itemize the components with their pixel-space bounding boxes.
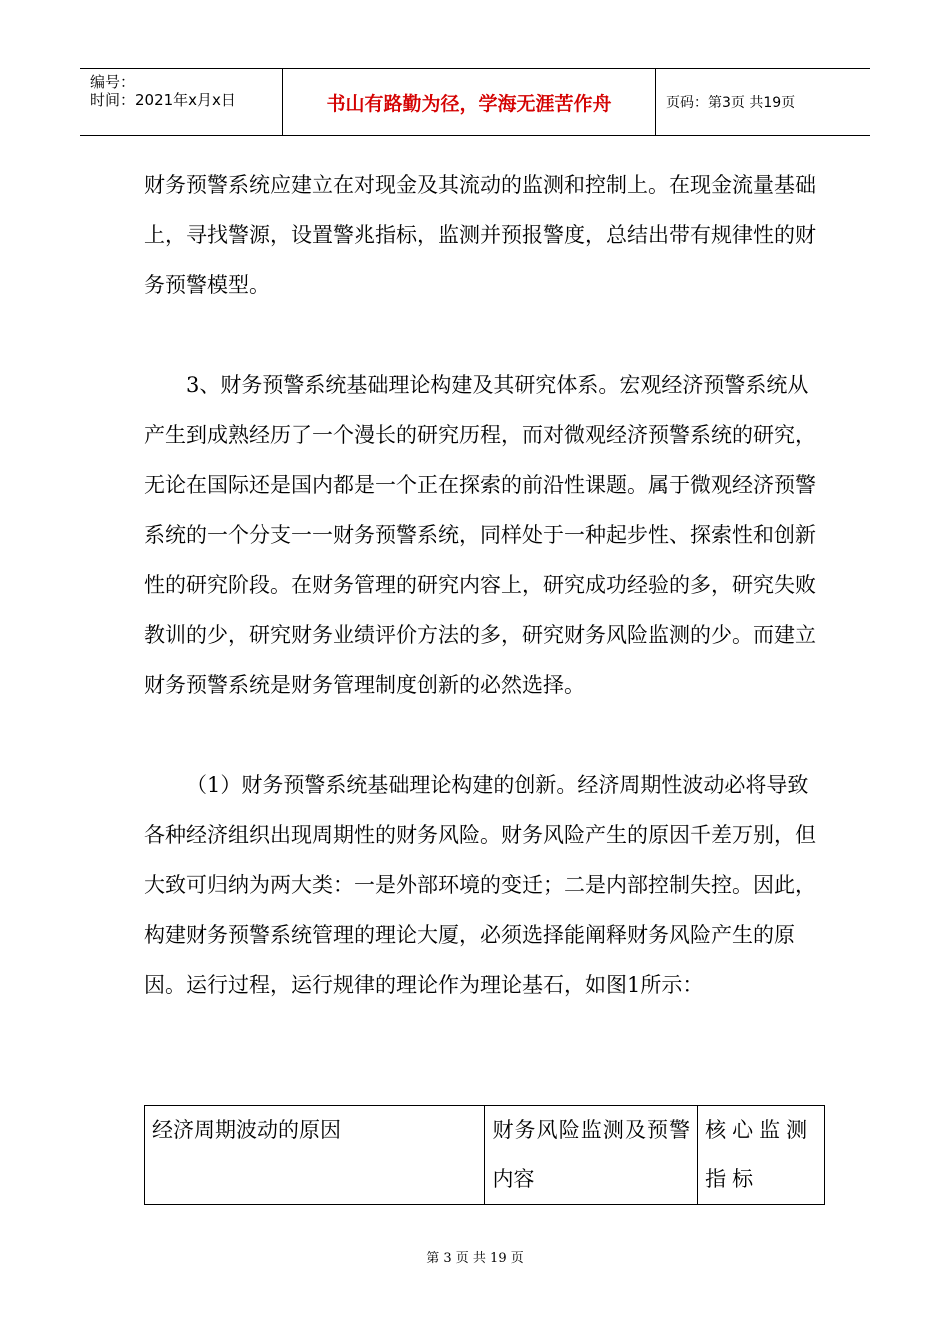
table-cell-monitoring: 财务风险监测及预警内容 xyxy=(485,1106,698,1205)
page-footer: 第 3 页 共 19 页 xyxy=(426,1251,524,1266)
header-motto: 书山有路勤为径，学海无涯苦作舟 xyxy=(283,69,656,135)
number-label: 编号： xyxy=(90,73,136,91)
table-cell-causes: 经济周期波动的原因 xyxy=(145,1106,485,1205)
header-meta xyxy=(80,69,283,135)
table-cell-indicators: 核心监测指标 xyxy=(698,1106,825,1205)
date-label: 时间：2021年x月x日 xyxy=(90,91,236,109)
paragraph-3: （1）财务预警系统基础理论构建的创新。经济周期性波动必将导致各种经济组织出现周期性的财务风险。财务风险产生的原因千差万别，但大致可归纳为两大类：一是外部环境的变迁；二是内部控制失控。因此，构建财务预警系统管理的理论大厦，必须选择能阐释财务风险产生的原因。运行过程，运行规律的理论作为理论基石，如图1所示： xyxy=(144,773,816,997)
document-body xyxy=(144,160,826,1010)
table-row xyxy=(145,1106,825,1205)
figure-table xyxy=(144,1105,825,1205)
paragraph-1: 财务预警系统应建立在对现金及其流动的监测和控制上。在现金流量基础上，寻找警源，设置警兆指标，监测并预报警度，总结出带有规律性的财务预警模型。 xyxy=(144,173,816,297)
paragraph-2: 3、财务预警系统基础理论构建及其研究体系。宏观经济预警系统从产生到成熟经历了一个漫长的研究历程，而对微观经济预警系统的研究，无论在国际还是国内都是一个正在探索的前沿性课题。属于微观经济预警系统的一个分支一一财务预警系统，同样处于一种起步性、探索性和创新性的研究阶段。在财务管理的研究内容上，研究成功经验的多，研究失败教训的少，研究财务业绩评价方法的多，研究财务风险监测的少。而建立财务预警系统是财务管理制度创新的必然选择。 xyxy=(144,373,816,697)
page-header xyxy=(80,68,870,136)
header-page-info: 页码：第3页 共19页 xyxy=(666,95,796,111)
